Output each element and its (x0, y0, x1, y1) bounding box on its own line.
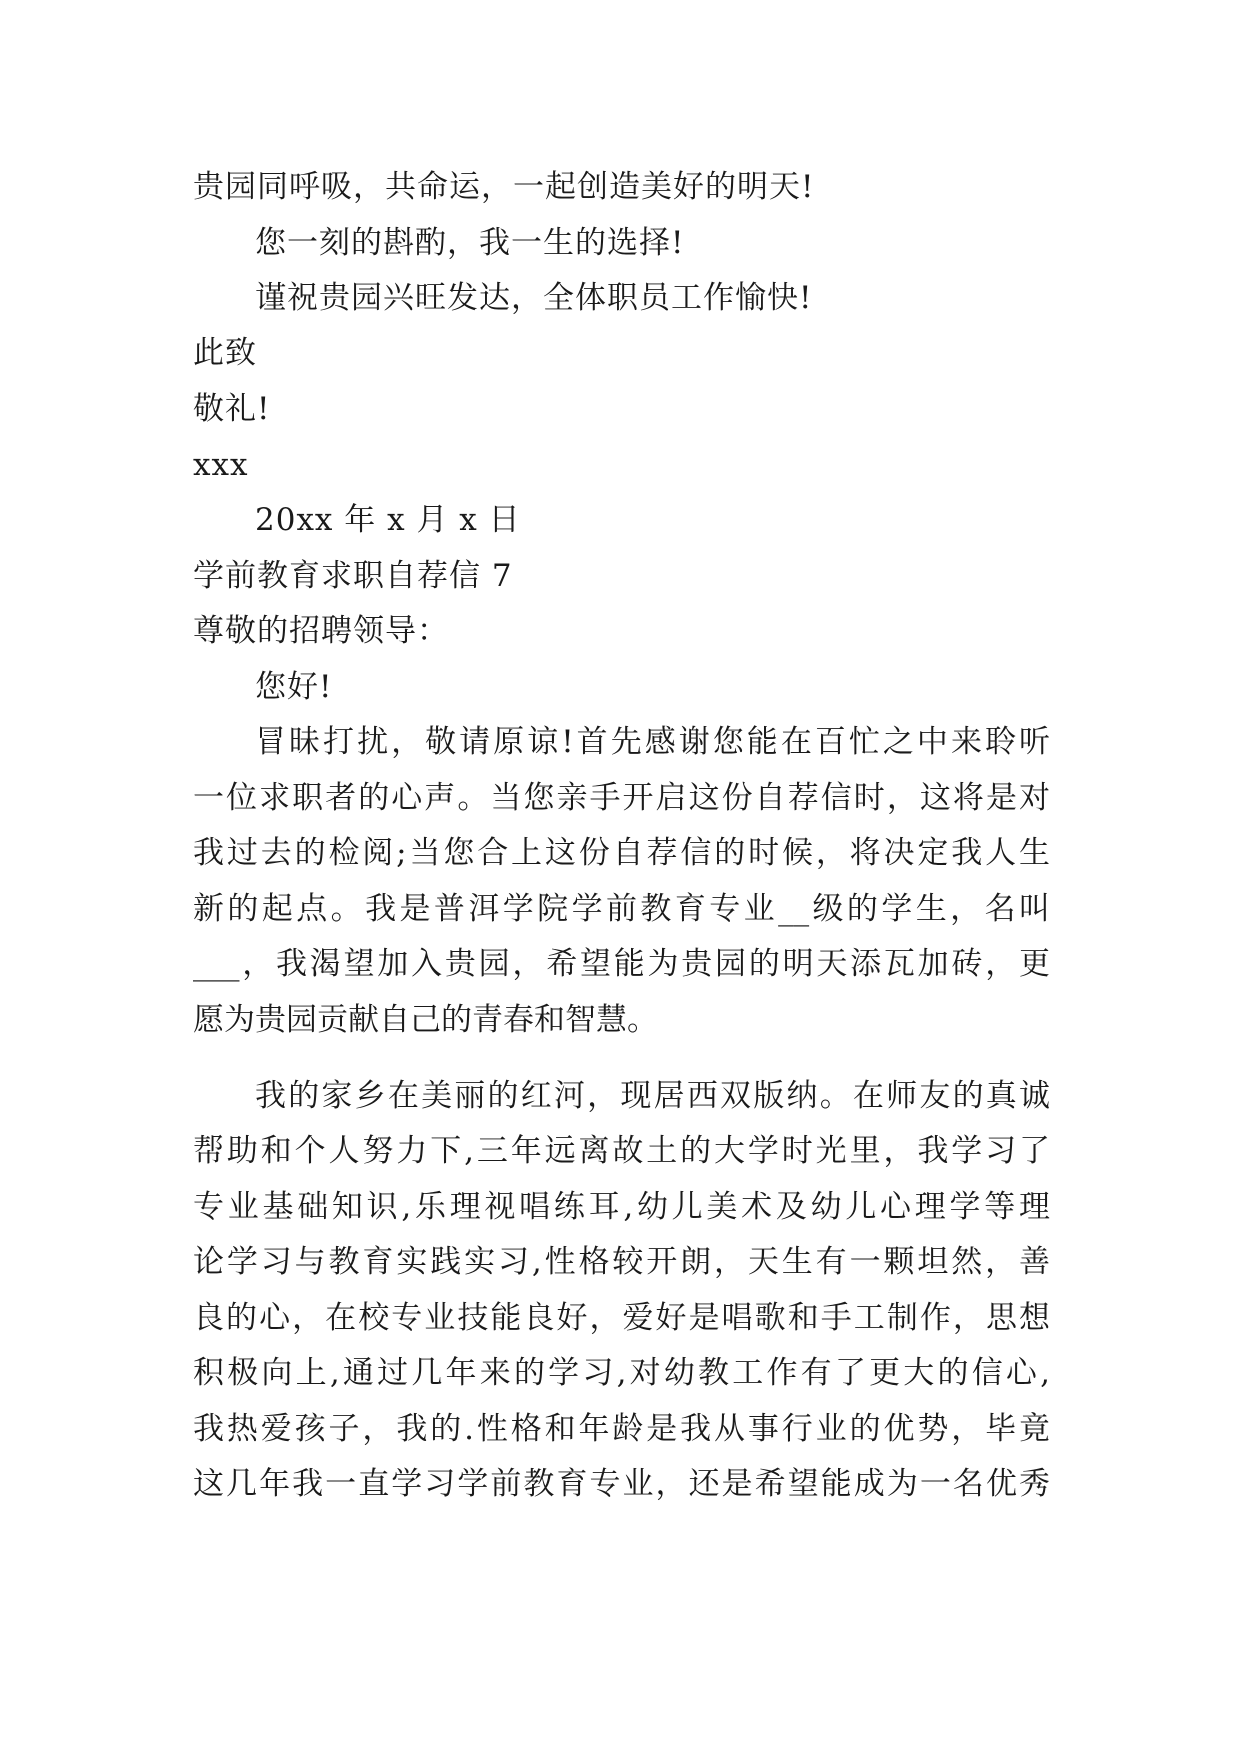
closing-wishes: 谨祝贵园兴旺发达，全体职员工作愉快! (255, 280, 813, 316)
paragraph-line: 我的家乡在美丽的红河，现居西双版纳。在师友的真诚 (255, 1078, 1050, 1114)
paragraph-line: ___，我渴望加入贵园，希望能为贵园的明天添瓦加砖，更 (193, 946, 1050, 982)
paragraph-line: 这几年我一直学习学前教育专业，还是希望能成为一名优秀 (193, 1466, 1050, 1502)
salutation-jingli: 敬礼! (193, 391, 271, 427)
paragraph-line: 帮助和个人努力下,三年远离故土的大学时光里，我学习了 (193, 1133, 1050, 1169)
letter-title: 学前教育求职自荐信 7 (193, 558, 513, 594)
paragraph-line: 愿为贵园贡献自己的青春和智慧。 (193, 1002, 658, 1038)
paragraph-line: 积极向上,通过几年来的学习,对幼教工作有了更大的信心, (193, 1355, 1050, 1391)
signature: xxx (193, 447, 249, 483)
paragraph-line: 我过去的检阅;当您合上这份自荐信的时候，将决定我人生 (193, 835, 1050, 871)
greeting-hello: 您好! (255, 669, 333, 705)
paragraph-line: 论学习与教育实践实习,性格较开朗，天生有一颗坦然，善 (193, 1244, 1050, 1280)
paragraph-line: 专业基础知识,乐理视唱练耳,幼儿美术及幼儿心理学等理 (193, 1189, 1050, 1225)
date: 20xx 年 x 月 x 日 (255, 502, 521, 538)
paragraph-line: 冒昧打扰，敬请原谅!首先感谢您能在百忙之中来聆听 (255, 724, 1050, 760)
paragraph-line: 一位求职者的心声。当您亲手开启这份自荐信时，这将是对 (193, 780, 1050, 816)
closing-phrase: 您一刻的斟酌，我一生的选择! (255, 225, 685, 261)
salutation-cizhi: 此致 (193, 335, 257, 371)
paragraph-line: 良的心，在校专业技能良好，爱好是唱歌和手工制作，思想 (193, 1300, 1050, 1336)
greeting-recipient: 尊敬的招聘领导： (193, 613, 449, 649)
paragraph-line: 新的起点。我是普洱学院学前教育专业__级的学生，名叫 (193, 891, 1050, 927)
paragraph-line: 我热爱孩子，我的.性格和年龄是我从事行业的优势，毕竟 (193, 1411, 1050, 1447)
closing-sentence: 贵园同呼吸，共命运，一起创造美好的明天! (193, 169, 815, 205)
